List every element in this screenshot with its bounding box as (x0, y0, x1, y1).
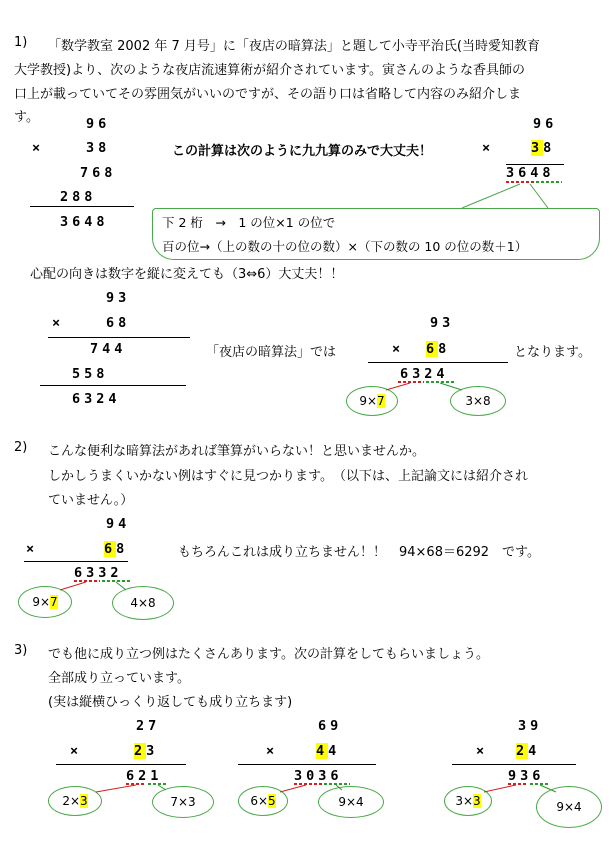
calc1-top: 96 (86, 116, 111, 132)
ex2-top: 69 (318, 718, 343, 734)
section2-times: × (26, 541, 39, 557)
highlight-digit: 3 (531, 140, 544, 156)
calc1-partial-1: 768 (80, 165, 117, 181)
calc2-oval-right: 3×8 (450, 386, 506, 416)
highlight-digit: 6 (426, 341, 439, 357)
ex1-top: 27 (136, 718, 161, 734)
calc1-underlines (462, 182, 562, 208)
calc1-alt-result: 3648 (506, 165, 555, 181)
digit: 4 (528, 743, 541, 759)
section2-line-1: こんな便利な暗算法があれば筆算がいらない！と思いませんか。 (48, 444, 426, 459)
section3-underlines (96, 784, 556, 792)
highlight-digit: 5 (268, 794, 276, 808)
highlight-digit: 6 (104, 541, 117, 557)
ex3-times: × (476, 743, 489, 759)
ex3-result: 936 (508, 768, 545, 784)
oval-text: 2× (62, 794, 81, 808)
section3-line-2: 全部成り立っています。 (48, 671, 190, 686)
calc2-label: 「夜店の暗算法」では (206, 345, 337, 360)
section-number: 3) (14, 643, 28, 658)
ex2-times: × (266, 743, 279, 759)
ex2-oval-right: 9×4 (318, 786, 384, 818)
highlight-digit: 4 (316, 743, 329, 759)
calc2-partial-1: 744 (90, 341, 127, 357)
intro-line-3: 口上が載っていてその雰囲気がいいのですが、その語り口は省略して内容のみ紹介しま (14, 87, 522, 102)
calc2-suffix: となります。 (514, 345, 591, 360)
ex1-result: 621 (126, 768, 163, 784)
calc2-partial-2: 558 (72, 366, 109, 382)
oval-text: 3× (455, 794, 474, 808)
calc1-times: × (32, 140, 45, 156)
highlight-digit: 2 (516, 743, 529, 759)
ex3-top: 39 (518, 718, 543, 734)
digit: 3 (146, 743, 159, 759)
ex1-times: × (70, 743, 83, 759)
digit: 8 (116, 541, 129, 557)
oval-text: 9× (359, 394, 378, 408)
section3-line-1: でも他に成り立つ例はたくさんあります。次の計算をしてもらいましょう。 (48, 647, 489, 662)
section2-line-2: しかしうまくいかない例はすぐに見つかります。 （以下は、上記論文には紹介され (48, 469, 528, 484)
intro-line-2: 大学教授)より、次のような夜店流速算術が紹介されています。寅さんのような香具師の (14, 63, 526, 78)
calc2-alt-times: × (392, 341, 405, 357)
section2-result: 6332 (74, 565, 123, 581)
calc2-times: × (52, 315, 65, 331)
explain-line-2: 百の位→（上の数の十の位の数）×（下の数の 10 の位の数＋1） (162, 239, 528, 254)
ex1-oval-right: 7×3 (152, 786, 214, 818)
section-number: 2) (14, 440, 28, 455)
calc2-result: 6324 (72, 391, 121, 407)
intro-line-4: す。 (14, 110, 39, 125)
section2-note: もちろんこれは成り立ちません！！ 94×68＝6292 です。 (178, 545, 541, 560)
calc1-alt-top: 96 (533, 116, 558, 132)
highlight-digit: 3 (473, 794, 481, 808)
calc2-bottom: 68 (106, 315, 131, 331)
calc2-top: 93 (106, 290, 131, 306)
calc2-alt-result: 6324 (400, 366, 449, 382)
oval-text: 6× (250, 794, 269, 808)
calc1-bottom: 38 (86, 140, 111, 156)
section2-line-3: ていません。） (48, 493, 134, 508)
highlight-digit: 7 (377, 394, 385, 408)
calc2-underlines (386, 382, 462, 390)
calc1-note: この計算は次のように九九算のみで大丈夫！ (172, 144, 433, 159)
oval-text: 9× (32, 595, 51, 609)
digit: 8 (438, 341, 451, 357)
ex3-oval-right: 9×4 (536, 786, 602, 828)
section2-top: 94 (106, 516, 131, 532)
calc2-alt-top: 93 (430, 315, 455, 331)
section3-line-3: (実は縦横ひっくり返しても成り立ちます) (48, 695, 293, 710)
calc1-alt-times: × (482, 140, 495, 156)
calc1-partial-2: 288 (60, 189, 97, 205)
ex2-result: 3036 (294, 768, 343, 784)
section2-underlines (60, 581, 130, 590)
calc2-caption: 心配の向きは数字を縦に変えても（3⇔6）大丈夫！！ (30, 267, 344, 282)
explain-line-1: 下 2 桁 → 1 の位×1 の位で (162, 215, 336, 230)
section-number: 1) (14, 35, 28, 50)
highlight-digit: 2 (134, 743, 147, 759)
intro-line-1: 「数学教室 2002 年 7 月号」に「夜店の暗算法」と題して小寺平治氏(当時愛知教育 (48, 39, 540, 54)
calc1-result: 3648 (60, 214, 109, 230)
section2-oval-right: 4×8 (112, 586, 174, 620)
digit: 8 (543, 140, 556, 156)
highlight-digit: 7 (50, 595, 58, 609)
highlight-digit: 3 (80, 794, 88, 808)
digit: 4 (328, 743, 341, 759)
